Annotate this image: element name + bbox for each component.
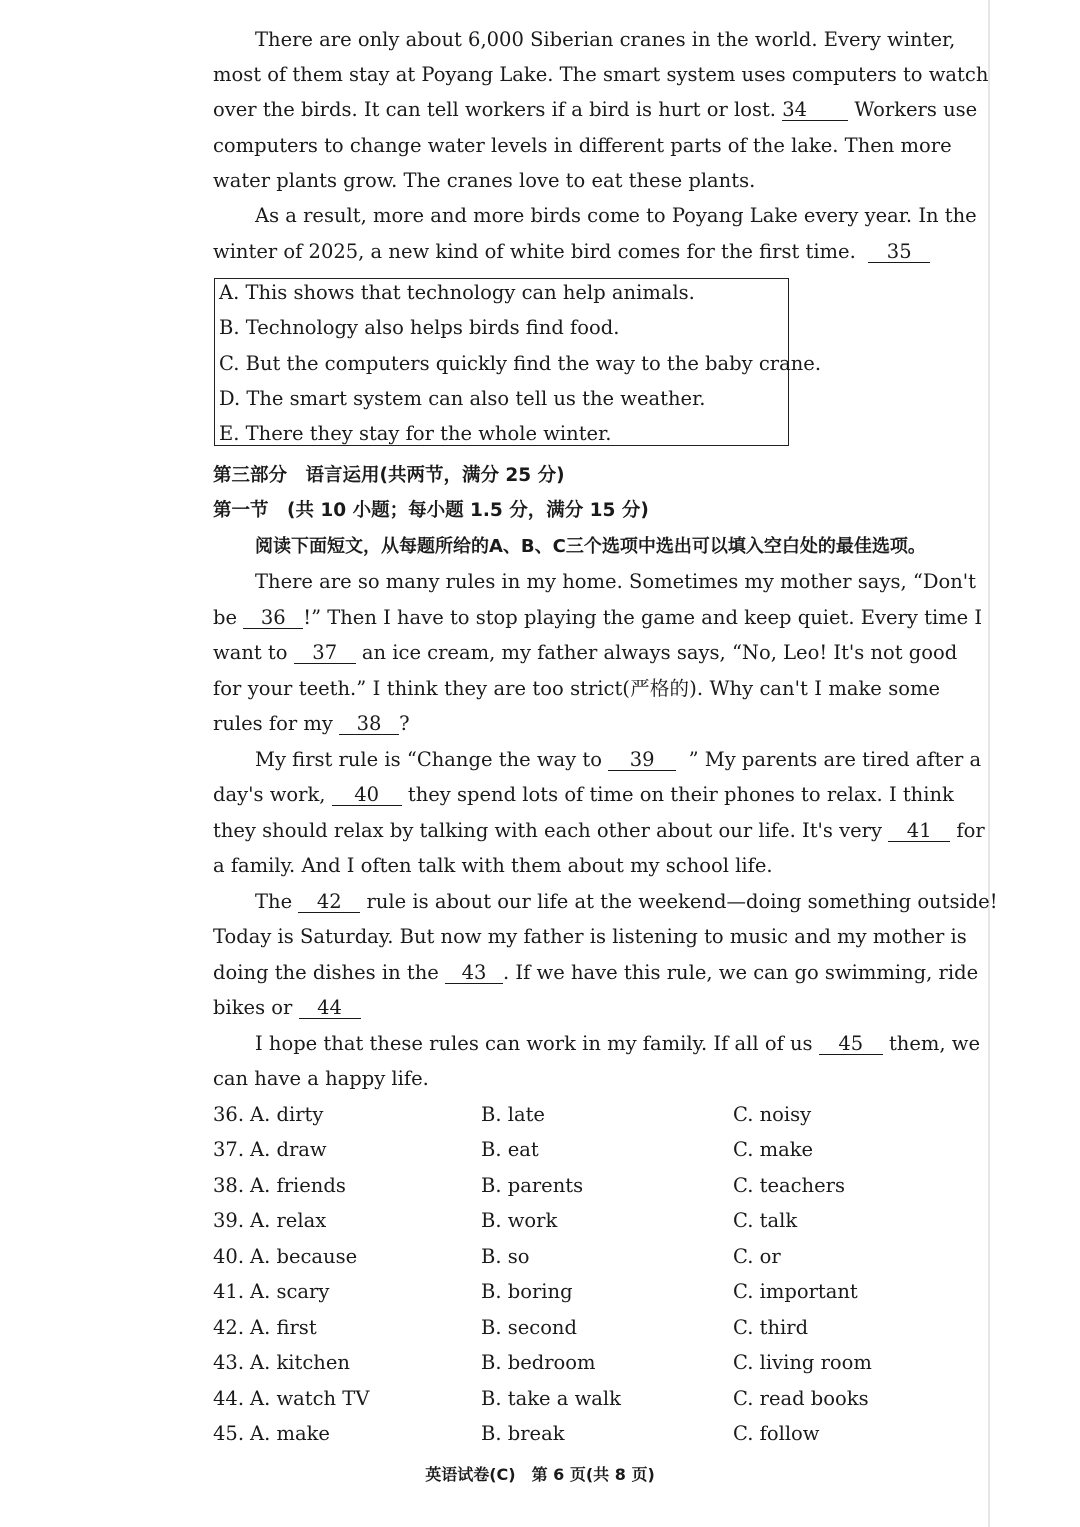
passage-text: day's work,: [213, 783, 326, 806]
choice-c[interactable]: C. important: [733, 1280, 858, 1303]
choice-c[interactable]: C. make: [733, 1138, 814, 1161]
choice-b[interactable]: B. eat: [481, 1138, 539, 1161]
question-number: 45.: [213, 1422, 245, 1445]
choice-b[interactable]: B. parents: [481, 1174, 584, 1197]
choice-a[interactable]: A. make: [250, 1422, 330, 1445]
choice-b[interactable]: B. second: [481, 1316, 577, 1339]
passage-text: rules for my: [213, 712, 333, 735]
passage-text: The: [255, 890, 293, 913]
question-number: 37.: [213, 1138, 245, 1161]
passage-text: !” Then I have to stop playing the game and keep quiet. Every time I: [303, 606, 983, 629]
blank-35[interactable]: 35: [868, 241, 930, 263]
choice-b[interactable]: B. take a walk: [481, 1387, 621, 1410]
passage-line: [213, 606, 983, 630]
question-number: 40.: [213, 1245, 245, 1268]
passage-text: want to: [213, 641, 288, 664]
choice-c[interactable]: C. follow: [733, 1422, 820, 1445]
blank-40[interactable]: 40: [332, 784, 402, 806]
choice-b[interactable]: B. work: [481, 1209, 558, 1232]
choice-c[interactable]: C. living room: [733, 1351, 872, 1374]
passage-line: [213, 712, 940, 736]
option-a[interactable]: A. This shows that technology can help animals.: [219, 281, 695, 304]
passage-line: [213, 98, 978, 122]
passage-line: [213, 240, 940, 264]
choice-a[interactable]: A. relax: [250, 1209, 327, 1232]
passage-line: [255, 1032, 981, 1056]
passage-text: rule is about our life at the weekend—doing something outside!: [366, 890, 998, 913]
choice-c[interactable]: C. noisy: [733, 1103, 812, 1126]
option-d[interactable]: D. The smart system can also tell us the weather.: [219, 387, 706, 410]
passage-text: they should relax by talking with each other about our life. It's very: [213, 819, 882, 842]
passage-line: [255, 890, 998, 914]
passage-text: I hope that these rules can work in my family. If all of us: [255, 1032, 813, 1055]
choice-c[interactable]: C. teachers: [733, 1174, 845, 1197]
passage-line: [213, 819, 985, 843]
passage-line: [213, 996, 940, 1020]
passage-line: [213, 641, 958, 665]
question-number: 36.: [213, 1103, 245, 1126]
choice-b[interactable]: B. bedroom: [481, 1351, 596, 1374]
passage-text: an ice cream, my father always says, “No, Leo! It's not good: [361, 641, 958, 664]
passage-text: . If we have this rule, we can go swimming, ride: [503, 961, 979, 984]
choice-c[interactable]: C. or: [733, 1245, 781, 1268]
choice-c[interactable]: C. read books: [733, 1387, 869, 1410]
passage-line: can have a happy life.: [213, 1067, 429, 1090]
passage-line: computers to change water levels in different parts of the lake. Then more: [213, 134, 952, 157]
question-number: 43.: [213, 1351, 245, 1374]
passage-line: for your teeth.” I think they are too strict(严格的). Why can't I make some: [213, 677, 940, 700]
passage-text: winter of 2025, a new kind of white bird comes for the first time.: [213, 240, 856, 263]
passage-text: be: [213, 606, 238, 629]
choice-a[interactable]: A. first: [250, 1316, 317, 1339]
section-title: 第一节 (共 10 小题；每小题 1.5 分，满分 15 分): [213, 500, 649, 521]
options-box: [214, 278, 822, 446]
passage-line: most of them stay at Poyang Lake. The smart system uses computers to watch: [213, 63, 989, 86]
option-e[interactable]: E. There they stay for the whole winter.: [219, 422, 612, 445]
part-title: 第三部分 语言运用(共两节，满分 25 分): [213, 465, 565, 486]
passage-line: Today is Saturday. But now my father is listening to music and my mother is: [213, 925, 967, 948]
passage-text: ?: [399, 712, 410, 735]
choice-c[interactable]: C. talk: [733, 1209, 798, 1232]
passage-line: There are so many rules in my home. Sometimes my mother says, “Don't: [255, 570, 976, 593]
question-number: 39.: [213, 1209, 245, 1232]
passage-line: There are only about 6,000 Siberian cranes in the world. Every winter,: [255, 28, 956, 51]
question-number: 38.: [213, 1174, 245, 1197]
blank-34[interactable]: 34: [782, 99, 848, 121]
passage-text: doing the dishes in the: [213, 961, 439, 984]
passage-text: My first rule is “Change the way to: [255, 748, 602, 771]
choice-a[interactable]: A. dirty: [250, 1103, 324, 1126]
blank-38[interactable]: 38: [339, 713, 399, 735]
choice-a[interactable]: A. watch TV: [250, 1387, 370, 1410]
passage-text: them, we: [888, 1032, 981, 1055]
choice-a[interactable]: A. scary: [250, 1280, 330, 1303]
choice-b[interactable]: B. so: [481, 1245, 530, 1268]
passage-line: water plants grow. The cranes love to eat these plants.: [213, 169, 756, 192]
option-c[interactable]: C. But the computers quickly find the way to the baby crane.: [219, 352, 822, 375]
passage-text: they spend lots of time on their phones to relax. I think: [407, 783, 954, 806]
passage-text: for: [956, 819, 985, 842]
choice-a[interactable]: A. kitchen: [250, 1351, 350, 1374]
choice-a[interactable]: A. friends: [250, 1174, 346, 1197]
blank-45[interactable]: 45: [819, 1033, 883, 1055]
blank-37[interactable]: 37: [294, 642, 356, 664]
choice-b[interactable]: B. boring: [481, 1280, 573, 1303]
choice-a[interactable]: A. because: [250, 1245, 358, 1268]
passage-text: Workers use: [854, 98, 978, 121]
passage-text: bikes or: [213, 996, 293, 1019]
passage-line: As a result, more and more birds come to Poyang Lake every year. In the: [255, 204, 977, 227]
page-footer: 英语试卷(C) 第 6 页(共 8 页): [425, 1465, 655, 1484]
question-number: 44.: [213, 1387, 245, 1410]
choice-b[interactable]: B. break: [481, 1422, 565, 1445]
question-number: 41.: [213, 1280, 245, 1303]
passage-line: a family. And I often talk with them about my school life.: [213, 854, 773, 877]
page-edge: [988, 0, 990, 1527]
passage-line: [255, 748, 982, 772]
choice-a[interactable]: A. draw: [250, 1138, 327, 1161]
choice-c[interactable]: C. third: [733, 1316, 809, 1339]
question-number: 42.: [213, 1316, 245, 1339]
blank-41[interactable]: 41: [888, 820, 950, 842]
blank-44[interactable]: 44: [299, 997, 361, 1019]
blank-42[interactable]: 42: [298, 891, 360, 913]
blank-43[interactable]: 43: [445, 962, 503, 984]
passage-line: [213, 961, 979, 985]
blank-39[interactable]: 39: [608, 749, 676, 771]
passage-text: over the birds. It can tell workers if a bird is hurt or lost.: [213, 98, 776, 121]
option-b[interactable]: B. Technology also helps birds find food.: [219, 316, 620, 339]
instruction: 阅读下面短文，从每题所给的A、B、C三个选项中选出可以填入空白处的最佳选项。: [255, 536, 926, 557]
passage-text: ” My parents are tired after a: [688, 748, 982, 771]
choice-b[interactable]: B. late: [481, 1103, 545, 1126]
blank-36[interactable]: 36: [243, 607, 303, 629]
passage-line: [213, 783, 954, 807]
